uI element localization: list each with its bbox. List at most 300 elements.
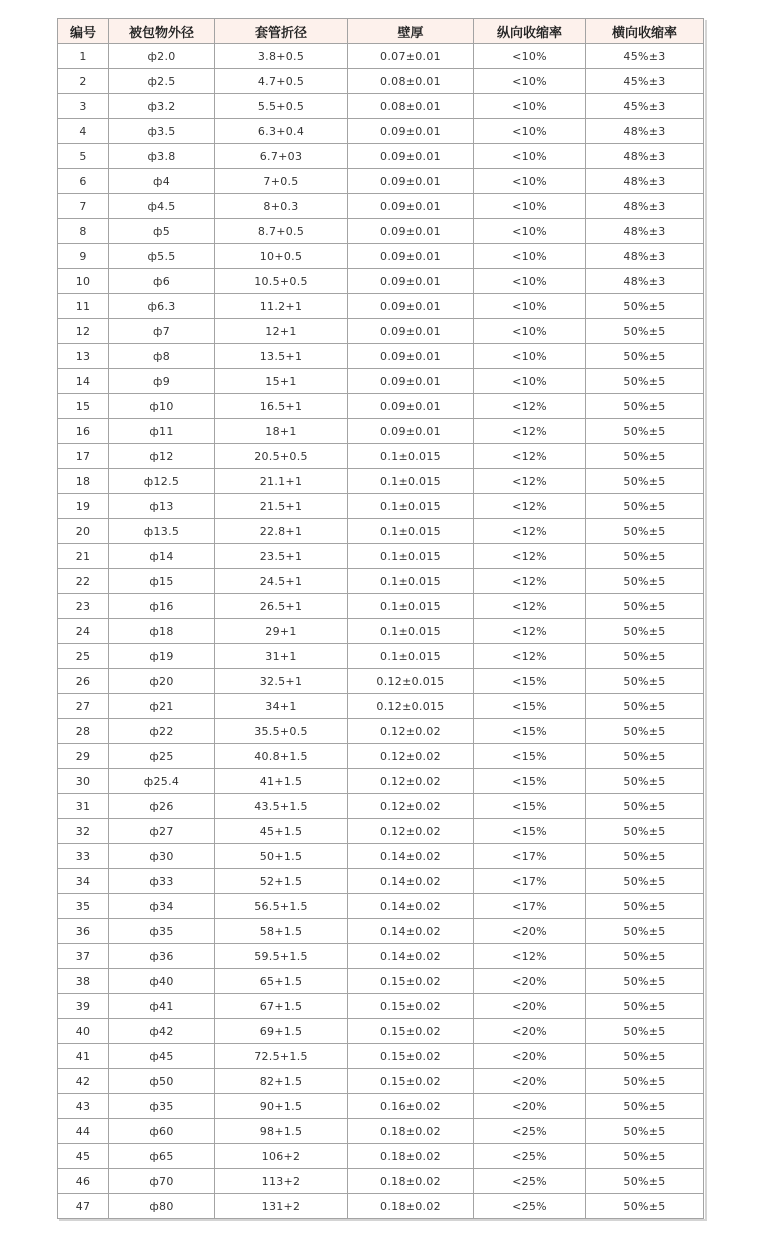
cell-number: 18	[58, 469, 109, 494]
cell-longitudinal-shrinkage: <20%	[474, 1044, 586, 1069]
cell-wall-thickness: 0.07±0.01	[348, 44, 474, 69]
cell-longitudinal-shrinkage: <12%	[474, 944, 586, 969]
table-row	[58, 519, 704, 544]
cell-wall-thickness: 0.18±0.02	[348, 1119, 474, 1144]
cell-flat-width: 32.5+1	[215, 669, 348, 694]
table-row	[58, 444, 704, 469]
cell-transverse-shrinkage: 50%±5	[586, 469, 704, 494]
cell-number: 7	[58, 194, 109, 219]
cell-wrapped-diameter: ф41	[109, 994, 215, 1019]
cell-transverse-shrinkage: 50%±5	[586, 769, 704, 794]
cell-wrapped-diameter: ф40	[109, 969, 215, 994]
cell-wall-thickness: 0.1±0.015	[348, 519, 474, 544]
cell-transverse-shrinkage: 45%±3	[586, 94, 704, 119]
cell-transverse-shrinkage: 50%±5	[586, 519, 704, 544]
cell-transverse-shrinkage: 48%±3	[586, 194, 704, 219]
cell-flat-width: 90+1.5	[215, 1094, 348, 1119]
cell-longitudinal-shrinkage: <15%	[474, 744, 586, 769]
cell-wrapped-diameter: ф10	[109, 394, 215, 419]
cell-longitudinal-shrinkage: <12%	[474, 644, 586, 669]
cell-flat-width: 6.7+03	[215, 144, 348, 169]
table-row	[58, 294, 704, 319]
cell-wrapped-diameter: ф13	[109, 494, 215, 519]
cell-wrapped-diameter: ф35	[109, 1094, 215, 1119]
cell-flat-width: 40.8+1.5	[215, 744, 348, 769]
cell-longitudinal-shrinkage: <12%	[474, 519, 586, 544]
cell-flat-width: 13.5+1	[215, 344, 348, 369]
cell-number: 26	[58, 669, 109, 694]
cell-flat-width: 82+1.5	[215, 1069, 348, 1094]
cell-longitudinal-shrinkage: <25%	[474, 1169, 586, 1194]
cell-longitudinal-shrinkage: <20%	[474, 994, 586, 1019]
cell-flat-width: 43.5+1.5	[215, 794, 348, 819]
cell-transverse-shrinkage: 50%±5	[586, 794, 704, 819]
cell-number: 6	[58, 169, 109, 194]
cell-wrapped-diameter: ф25	[109, 744, 215, 769]
table-row	[58, 844, 704, 869]
cell-number: 9	[58, 244, 109, 269]
cell-longitudinal-shrinkage: <25%	[474, 1144, 586, 1169]
cell-number: 42	[58, 1069, 109, 1094]
cell-longitudinal-shrinkage: <10%	[474, 244, 586, 269]
cell-number: 39	[58, 994, 109, 1019]
cell-longitudinal-shrinkage: <12%	[474, 469, 586, 494]
cell-longitudinal-shrinkage: <10%	[474, 144, 586, 169]
table-row	[58, 744, 704, 769]
cell-transverse-shrinkage: 50%±5	[586, 419, 704, 444]
cell-transverse-shrinkage: 50%±5	[586, 344, 704, 369]
cell-number: 29	[58, 744, 109, 769]
cell-wall-thickness: 0.15±0.02	[348, 969, 474, 994]
cell-wrapped-diameter: ф50	[109, 1069, 215, 1094]
cell-transverse-shrinkage: 50%±5	[586, 869, 704, 894]
cell-transverse-shrinkage: 50%±5	[586, 594, 704, 619]
cell-wall-thickness: 0.1±0.015	[348, 619, 474, 644]
cell-longitudinal-shrinkage: <20%	[474, 919, 586, 944]
cell-flat-width: 34+1	[215, 694, 348, 719]
cell-flat-width: 8+0.3	[215, 194, 348, 219]
cell-flat-width: 58+1.5	[215, 919, 348, 944]
cell-longitudinal-shrinkage: <15%	[474, 769, 586, 794]
cell-wall-thickness: 0.09±0.01	[348, 244, 474, 269]
cell-wall-thickness: 0.1±0.015	[348, 569, 474, 594]
table-row	[58, 569, 704, 594]
cell-wall-thickness: 0.14±0.02	[348, 944, 474, 969]
cell-flat-width: 12+1	[215, 319, 348, 344]
cell-longitudinal-shrinkage: <10%	[474, 194, 586, 219]
cell-number: 47	[58, 1194, 109, 1219]
cell-wall-thickness: 0.12±0.02	[348, 819, 474, 844]
cell-flat-width: 10+0.5	[215, 244, 348, 269]
table-row	[58, 1094, 704, 1119]
cell-transverse-shrinkage: 48%±3	[586, 244, 704, 269]
table-row	[58, 644, 704, 669]
table-row	[58, 1119, 704, 1144]
cell-transverse-shrinkage: 50%±5	[586, 719, 704, 744]
cell-flat-width: 35.5+0.5	[215, 719, 348, 744]
cell-wall-thickness: 0.18±0.02	[348, 1144, 474, 1169]
cell-number: 31	[58, 794, 109, 819]
cell-wrapped-diameter: ф4.5	[109, 194, 215, 219]
cell-number: 22	[58, 569, 109, 594]
cell-flat-width: 8.7+0.5	[215, 219, 348, 244]
cell-flat-width: 113+2	[215, 1169, 348, 1194]
cell-longitudinal-shrinkage: <12%	[474, 419, 586, 444]
cell-transverse-shrinkage: 50%±5	[586, 969, 704, 994]
table-row	[58, 344, 704, 369]
cell-longitudinal-shrinkage: <15%	[474, 719, 586, 744]
table-row	[58, 494, 704, 519]
cell-wall-thickness: 0.14±0.02	[348, 919, 474, 944]
cell-transverse-shrinkage: 50%±5	[586, 1144, 704, 1169]
cell-longitudinal-shrinkage: <12%	[474, 494, 586, 519]
cell-wrapped-diameter: ф6.3	[109, 294, 215, 319]
cell-number: 36	[58, 919, 109, 944]
cell-wall-thickness: 0.1±0.015	[348, 444, 474, 469]
cell-wrapped-diameter: ф11	[109, 419, 215, 444]
table-row	[58, 869, 704, 894]
table-row	[58, 619, 704, 644]
cell-transverse-shrinkage: 50%±5	[586, 1044, 704, 1069]
cell-longitudinal-shrinkage: <10%	[474, 119, 586, 144]
cell-longitudinal-shrinkage: <10%	[474, 219, 586, 244]
cell-flat-width: 7+0.5	[215, 169, 348, 194]
cell-wrapped-diameter: ф45	[109, 1044, 215, 1069]
cell-number: 8	[58, 219, 109, 244]
cell-flat-width: 21.5+1	[215, 494, 348, 519]
cell-flat-width: 6.3+0.4	[215, 119, 348, 144]
cell-longitudinal-shrinkage: <10%	[474, 369, 586, 394]
cell-flat-width: 98+1.5	[215, 1119, 348, 1144]
cell-number: 43	[58, 1094, 109, 1119]
table-row	[58, 544, 704, 569]
cell-longitudinal-shrinkage: <15%	[474, 819, 586, 844]
cell-number: 45	[58, 1144, 109, 1169]
cell-longitudinal-shrinkage: <12%	[474, 619, 586, 644]
cell-wrapped-diameter: ф6	[109, 269, 215, 294]
table-row	[58, 1194, 704, 1219]
cell-transverse-shrinkage: 50%±5	[586, 694, 704, 719]
table-row	[58, 719, 704, 744]
cell-number: 11	[58, 294, 109, 319]
cell-flat-width: 106+2	[215, 1144, 348, 1169]
cell-flat-width: 3.8+0.5	[215, 44, 348, 69]
cell-wall-thickness: 0.15±0.02	[348, 1044, 474, 1069]
cell-number: 40	[58, 1019, 109, 1044]
cell-wall-thickness: 0.15±0.02	[348, 1069, 474, 1094]
table-row	[58, 994, 704, 1019]
table-row	[58, 1169, 704, 1194]
cell-wrapped-diameter: ф2.5	[109, 69, 215, 94]
cell-flat-width: 23.5+1	[215, 544, 348, 569]
cell-longitudinal-shrinkage: <20%	[474, 1019, 586, 1044]
cell-wrapped-diameter: ф12	[109, 444, 215, 469]
cell-flat-width: 31+1	[215, 644, 348, 669]
cell-transverse-shrinkage: 50%±5	[586, 944, 704, 969]
cell-wall-thickness: 0.12±0.015	[348, 669, 474, 694]
cell-longitudinal-shrinkage: <25%	[474, 1194, 586, 1219]
cell-number: 4	[58, 119, 109, 144]
cell-number: 14	[58, 369, 109, 394]
cell-wall-thickness: 0.15±0.02	[348, 994, 474, 1019]
cell-flat-width: 15+1	[215, 369, 348, 394]
cell-wall-thickness: 0.09±0.01	[348, 119, 474, 144]
cell-longitudinal-shrinkage: <20%	[474, 1069, 586, 1094]
cell-longitudinal-shrinkage: <12%	[474, 569, 586, 594]
header-cell-wrapped-diameter: 被包物外径	[109, 19, 215, 44]
cell-wall-thickness: 0.14±0.02	[348, 844, 474, 869]
cell-wall-thickness: 0.14±0.02	[348, 894, 474, 919]
cell-wrapped-diameter: ф26	[109, 794, 215, 819]
cell-number: 1	[58, 44, 109, 69]
cell-number: 38	[58, 969, 109, 994]
cell-longitudinal-shrinkage: <10%	[474, 94, 586, 119]
cell-transverse-shrinkage: 45%±3	[586, 44, 704, 69]
table-header	[58, 19, 704, 44]
cell-wrapped-diameter: ф3.2	[109, 94, 215, 119]
table-row	[58, 969, 704, 994]
cell-wrapped-diameter: ф7	[109, 319, 215, 344]
cell-wall-thickness: 0.08±0.01	[348, 69, 474, 94]
cell-wrapped-diameter: ф12.5	[109, 469, 215, 494]
cell-wrapped-diameter: ф33	[109, 869, 215, 894]
cell-longitudinal-shrinkage: <15%	[474, 694, 586, 719]
cell-number: 37	[58, 944, 109, 969]
cell-wall-thickness: 0.09±0.01	[348, 344, 474, 369]
cell-longitudinal-shrinkage: <10%	[474, 69, 586, 94]
cell-number: 33	[58, 844, 109, 869]
cell-longitudinal-shrinkage: <12%	[474, 544, 586, 569]
cell-wrapped-diameter: ф4	[109, 169, 215, 194]
cell-number: 15	[58, 394, 109, 419]
cell-longitudinal-shrinkage: <20%	[474, 969, 586, 994]
cell-longitudinal-shrinkage: <15%	[474, 794, 586, 819]
cell-wall-thickness: 0.1±0.015	[348, 544, 474, 569]
cell-longitudinal-shrinkage: <17%	[474, 869, 586, 894]
table-row	[58, 694, 704, 719]
cell-longitudinal-shrinkage: <10%	[474, 44, 586, 69]
cell-number: 25	[58, 644, 109, 669]
cell-transverse-shrinkage: 50%±5	[586, 494, 704, 519]
cell-wrapped-diameter: ф14	[109, 544, 215, 569]
cell-wrapped-diameter: ф22	[109, 719, 215, 744]
cell-number: 27	[58, 694, 109, 719]
cell-number: 23	[58, 594, 109, 619]
cell-wall-thickness: 0.12±0.015	[348, 694, 474, 719]
cell-wrapped-diameter: ф70	[109, 1169, 215, 1194]
cell-wall-thickness: 0.12±0.02	[348, 794, 474, 819]
cell-flat-width: 67+1.5	[215, 994, 348, 1019]
cell-wall-thickness: 0.09±0.01	[348, 419, 474, 444]
cell-number: 2	[58, 69, 109, 94]
cell-transverse-shrinkage: 50%±5	[586, 544, 704, 569]
cell-transverse-shrinkage: 50%±5	[586, 294, 704, 319]
cell-wrapped-diameter: ф27	[109, 819, 215, 844]
cell-number: 46	[58, 1169, 109, 1194]
cell-flat-width: 72.5+1.5	[215, 1044, 348, 1069]
cell-transverse-shrinkage: 50%±5	[586, 919, 704, 944]
cell-wrapped-diameter: ф8	[109, 344, 215, 369]
table-row	[58, 94, 704, 119]
cell-wrapped-diameter: ф5.5	[109, 244, 215, 269]
cell-wall-thickness: 0.16±0.02	[348, 1094, 474, 1119]
cell-transverse-shrinkage: 50%±5	[586, 1094, 704, 1119]
table-row	[58, 794, 704, 819]
cell-wall-thickness: 0.09±0.01	[348, 194, 474, 219]
cell-transverse-shrinkage: 50%±5	[586, 1169, 704, 1194]
cell-flat-width: 29+1	[215, 619, 348, 644]
cell-wrapped-diameter: ф3.8	[109, 144, 215, 169]
header-cell-longitudinal-shrinkage: 纵向收缩率	[474, 19, 586, 44]
cell-transverse-shrinkage: 50%±5	[586, 394, 704, 419]
cell-number: 19	[58, 494, 109, 519]
cell-wall-thickness: 0.09±0.01	[348, 394, 474, 419]
cell-longitudinal-shrinkage: <17%	[474, 894, 586, 919]
cell-number: 13	[58, 344, 109, 369]
cell-wall-thickness: 0.1±0.015	[348, 494, 474, 519]
cell-flat-width: 50+1.5	[215, 844, 348, 869]
cell-longitudinal-shrinkage: <10%	[474, 319, 586, 344]
cell-flat-width: 69+1.5	[215, 1019, 348, 1044]
cell-flat-width: 59.5+1.5	[215, 944, 348, 969]
cell-wall-thickness: 0.12±0.02	[348, 744, 474, 769]
cell-wrapped-diameter: ф65	[109, 1144, 215, 1169]
cell-wrapped-diameter: ф60	[109, 1119, 215, 1144]
table-row	[58, 819, 704, 844]
cell-wrapped-diameter: ф35	[109, 919, 215, 944]
cell-number: 44	[58, 1119, 109, 1144]
cell-wrapped-diameter: ф3.5	[109, 119, 215, 144]
table-row	[58, 769, 704, 794]
cell-wall-thickness: 0.18±0.02	[348, 1194, 474, 1219]
table-row	[58, 244, 704, 269]
cell-transverse-shrinkage: 50%±5	[586, 644, 704, 669]
cell-longitudinal-shrinkage: <10%	[474, 294, 586, 319]
cell-number: 20	[58, 519, 109, 544]
table-row	[58, 144, 704, 169]
table-row	[58, 44, 704, 69]
cell-wrapped-diameter: ф9	[109, 369, 215, 394]
cell-flat-width: 11.2+1	[215, 294, 348, 319]
cell-wrapped-diameter: ф16	[109, 594, 215, 619]
cell-number: 28	[58, 719, 109, 744]
table-row	[58, 469, 704, 494]
cell-wall-thickness: 0.09±0.01	[348, 294, 474, 319]
cell-wall-thickness: 0.1±0.015	[348, 469, 474, 494]
cell-flat-width: 26.5+1	[215, 594, 348, 619]
table-row	[58, 1144, 704, 1169]
cell-flat-width: 21.1+1	[215, 469, 348, 494]
cell-flat-width: 131+2	[215, 1194, 348, 1219]
table-row	[58, 419, 704, 444]
header-cell-number: 编号	[58, 19, 109, 44]
table-row	[58, 594, 704, 619]
cell-flat-width: 56.5+1.5	[215, 894, 348, 919]
cell-longitudinal-shrinkage: <25%	[474, 1119, 586, 1144]
cell-longitudinal-shrinkage: <12%	[474, 394, 586, 419]
spec-table-container	[57, 18, 705, 1219]
cell-wrapped-diameter: ф20	[109, 669, 215, 694]
cell-longitudinal-shrinkage: <12%	[474, 444, 586, 469]
cell-transverse-shrinkage: 48%±3	[586, 269, 704, 294]
cell-longitudinal-shrinkage: <17%	[474, 844, 586, 869]
table-row	[58, 1019, 704, 1044]
cell-flat-width: 4.7+0.5	[215, 69, 348, 94]
cell-transverse-shrinkage: 48%±3	[586, 119, 704, 144]
cell-transverse-shrinkage: 50%±5	[586, 994, 704, 1019]
header-cell-flat-width: 套管折径	[215, 19, 348, 44]
cell-wall-thickness: 0.09±0.01	[348, 144, 474, 169]
table-row	[58, 369, 704, 394]
header-cell-wall-thickness: 壁厚	[348, 19, 474, 44]
table-row	[58, 394, 704, 419]
cell-number: 5	[58, 144, 109, 169]
cell-wrapped-diameter: ф18	[109, 619, 215, 644]
cell-number: 12	[58, 319, 109, 344]
cell-wrapped-diameter: ф15	[109, 569, 215, 594]
cell-wall-thickness: 0.09±0.01	[348, 369, 474, 394]
cell-transverse-shrinkage: 45%±3	[586, 69, 704, 94]
cell-wall-thickness: 0.12±0.02	[348, 719, 474, 744]
table-row	[58, 119, 704, 144]
cell-wrapped-diameter: ф13.5	[109, 519, 215, 544]
table-row	[58, 219, 704, 244]
cell-wrapped-diameter: ф34	[109, 894, 215, 919]
cell-number: 17	[58, 444, 109, 469]
cell-longitudinal-shrinkage: <20%	[474, 1094, 586, 1119]
cell-wall-thickness: 0.18±0.02	[348, 1169, 474, 1194]
cell-longitudinal-shrinkage: <10%	[474, 344, 586, 369]
cell-transverse-shrinkage: 50%±5	[586, 1019, 704, 1044]
cell-wrapped-diameter: ф36	[109, 944, 215, 969]
cell-flat-width: 10.5+0.5	[215, 269, 348, 294]
cell-number: 35	[58, 894, 109, 919]
cell-transverse-shrinkage: 48%±3	[586, 219, 704, 244]
table-row	[58, 894, 704, 919]
cell-wrapped-diameter: ф80	[109, 1194, 215, 1219]
cell-wrapped-diameter: ф30	[109, 844, 215, 869]
cell-transverse-shrinkage: 50%±5	[586, 369, 704, 394]
table-row	[58, 269, 704, 294]
table-row	[58, 1044, 704, 1069]
cell-transverse-shrinkage: 50%±5	[586, 744, 704, 769]
cell-flat-width: 65+1.5	[215, 969, 348, 994]
cell-flat-width: 24.5+1	[215, 569, 348, 594]
table-row	[58, 69, 704, 94]
cell-wall-thickness: 0.1±0.015	[348, 594, 474, 619]
cell-wrapped-diameter: ф21	[109, 694, 215, 719]
table-row	[58, 669, 704, 694]
cell-number: 30	[58, 769, 109, 794]
cell-wall-thickness: 0.15±0.02	[348, 1019, 474, 1044]
cell-longitudinal-shrinkage: <10%	[474, 269, 586, 294]
cell-flat-width: 22.8+1	[215, 519, 348, 544]
cell-transverse-shrinkage: 48%±3	[586, 169, 704, 194]
cell-transverse-shrinkage: 50%±5	[586, 1069, 704, 1094]
cell-transverse-shrinkage: 50%±5	[586, 619, 704, 644]
cell-number: 34	[58, 869, 109, 894]
header-cell-transverse-shrinkage: 横向收缩率	[586, 19, 704, 44]
table-row	[58, 1069, 704, 1094]
table-row	[58, 944, 704, 969]
cell-wall-thickness: 0.1±0.015	[348, 644, 474, 669]
cell-wrapped-diameter: ф5	[109, 219, 215, 244]
table-body	[58, 44, 704, 1219]
cell-number: 16	[58, 419, 109, 444]
cell-wall-thickness: 0.09±0.01	[348, 169, 474, 194]
cell-wall-thickness: 0.09±0.01	[348, 269, 474, 294]
cell-longitudinal-shrinkage: <15%	[474, 669, 586, 694]
